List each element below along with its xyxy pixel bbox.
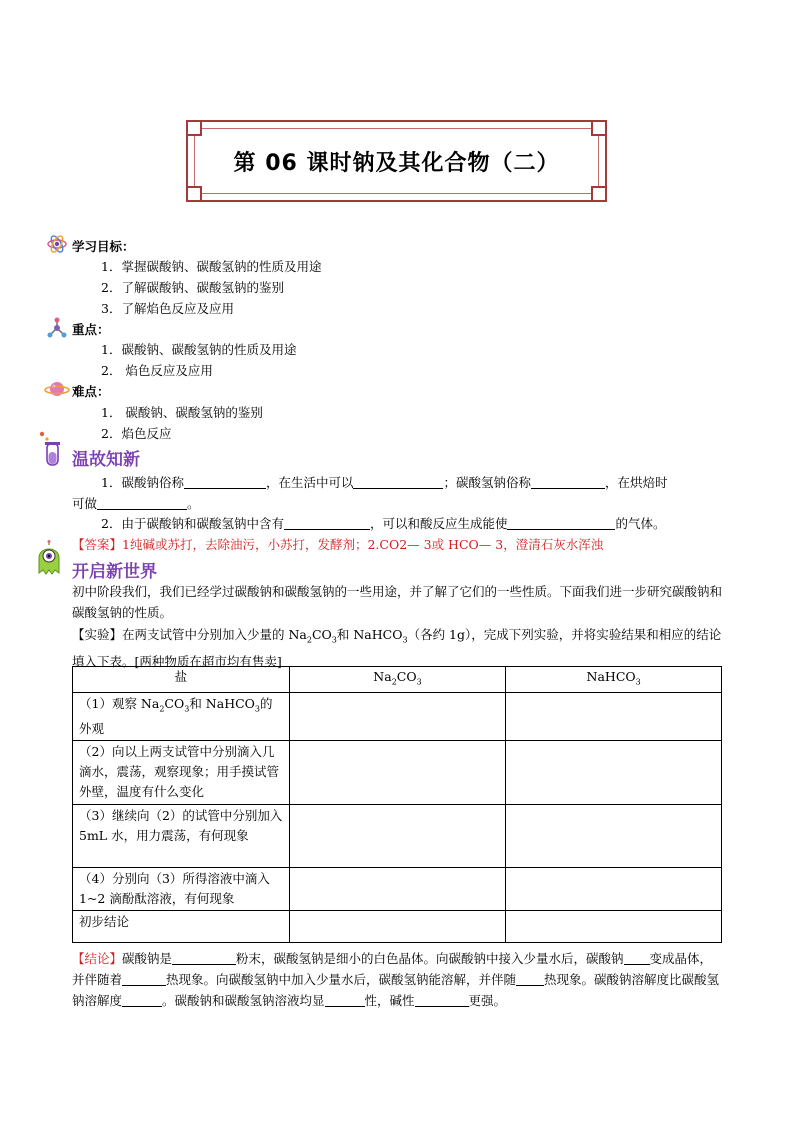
frame-corner (186, 120, 202, 136)
subscript: 2 (391, 677, 397, 687)
answer-blank[interactable] (284, 517, 370, 530)
review-question-1 (101, 473, 668, 491)
difficulties-heading: 难点： (72, 384, 110, 399)
difficulty-item: 2．焰色反应 (101, 426, 172, 441)
test-tube-icon (38, 430, 66, 468)
answer-blank[interactable] (122, 994, 162, 1007)
subscript: 3 (416, 677, 422, 687)
table-row (73, 741, 722, 805)
question-text: 2．由于碳酸钠和碳酸氢钠中含有 (101, 516, 284, 531)
answer-cell[interactable] (289, 805, 506, 868)
conclusion-text: 。碳酸钠和碳酸氢钠溶液均显 (162, 993, 325, 1008)
goal-item: 1．掌握碳酸钠、碳酸氢钠的性质及用途 (101, 259, 322, 274)
frame-corner (186, 186, 202, 202)
row-label: （2）向以上两支试管中分别滴入几滴水，震荡，观察现象；用手摸试管外壁，温度有什么变化 (73, 741, 290, 805)
subscript: 2 (306, 635, 312, 645)
table-row (73, 911, 722, 943)
question-text: ，在生活中可以 (265, 475, 354, 490)
answer-text: 1纯碱或苏打，去除油污，小苏打，发酵剂；2.CO2— 3或 HCO— 3，澄清石灰水浑浊 (122, 537, 604, 552)
answer-blank[interactable] (516, 973, 544, 986)
row-text: CO (164, 695, 185, 711)
answer-cell[interactable] (506, 868, 722, 911)
conclusion-text: 碳酸钠是 (122, 951, 173, 966)
experiment-paragraph (72, 624, 722, 672)
answer-blank[interactable] (325, 994, 365, 1007)
key-points-heading: 重点： (72, 322, 110, 337)
answer-cell[interactable] (506, 805, 722, 868)
row-label: （4）分别向（3）所得溶液中滴入 1~2 滴酚酞溶液，有何现象 (73, 868, 290, 911)
table-row (73, 868, 722, 911)
conclusion-text: 粉末，碳酸氢钠是细小的白色晶体。向碳酸钠中接入少量水后，碳酸钠 (236, 951, 624, 966)
goal-item: 3．了解焰色反应及应用 (101, 301, 234, 316)
header-nahco3 (506, 667, 722, 693)
subscript: 3 (184, 704, 190, 713)
row-label: （3）继续向（2）的试管中分别加入 5mL 水，用力震荡，有何现象 (73, 805, 290, 868)
conclusion-text: 性，碱性 (364, 993, 415, 1008)
answer-cell[interactable] (289, 911, 506, 943)
subscript: 3 (254, 704, 260, 713)
experiment-label: 【实验】 (72, 627, 123, 642)
answer-cell[interactable] (289, 741, 506, 805)
goal-item: 2．了解碳酸钠、碳酸氢钠的鉴别 (101, 280, 284, 295)
row-text: 的外观 (79, 695, 273, 736)
planet-icon (44, 378, 70, 400)
key-point-item: 2． 焰色反应及应用 (101, 363, 213, 378)
row-label: 初步结论 (73, 911, 290, 943)
review-question-2 (101, 514, 666, 532)
frame-corner (591, 186, 607, 202)
conclusion-label: 【结论】 (72, 951, 123, 966)
answer-blank[interactable] (507, 517, 615, 530)
row-text: 和 NaHCO (189, 695, 255, 711)
question-text: ，在烘焙时 (605, 475, 668, 490)
table-row (73, 805, 722, 868)
frame-corner (591, 120, 607, 136)
question-text: 可做 (72, 496, 98, 511)
review-question-1-cont (72, 494, 200, 512)
answer-cell[interactable] (506, 692, 722, 741)
header-text: Na (373, 669, 392, 684)
subscript: 2 (159, 704, 165, 713)
question-text: 的气体。 (615, 516, 666, 531)
conclusion-text: 热现象。碳酸钠溶解度比碳酸氢钠溶解度 (72, 972, 720, 1008)
difficulty-item: 1． 碳酸钠、碳酸氢钠的鉴别 (101, 405, 263, 420)
table-row (73, 692, 722, 741)
question-text: 。 (187, 496, 200, 511)
page-title: 第 06 课时钠及其化合物（二） (233, 150, 560, 176)
table-header-row (73, 667, 722, 693)
subscript: 3 (402, 635, 408, 645)
question-text: ；碳酸氢钠俗称 (443, 475, 531, 490)
conclusion-text: 变成晶体，并伴随着 (72, 951, 713, 987)
answer-blank[interactable] (624, 952, 650, 965)
answer-blank[interactable] (172, 952, 236, 965)
answer-blank[interactable] (184, 476, 266, 489)
experiment-text: 和 NaHCO (336, 627, 403, 642)
review-heading: 温故知新 (72, 450, 140, 470)
experiment-text: 在两支试管中分别加入少量的 Na (122, 627, 307, 642)
title-frame (186, 120, 607, 202)
key-point-item: 1．碳酸钠、碳酸氢钠的性质及用途 (101, 342, 297, 357)
answer-blank[interactable] (353, 476, 443, 489)
row-label (73, 692, 290, 741)
experiment-text: CO (311, 627, 332, 642)
subscript: 3 (331, 635, 337, 645)
alien-icon (32, 540, 66, 578)
question-text: 1．碳酸钠俗称 (101, 475, 184, 490)
experiment-text: （各约 1g），完成下列实验，并将实验结果和相应的结论填入下表。[两种物质在超市均有售卖] (72, 627, 722, 669)
conclusion-text: 热现象。向碳酸氢钠中加入少量水后，碳酸氢钠能溶解，并伴随 (166, 972, 517, 987)
answer-label: 【答案】 (72, 537, 123, 552)
answer-blank[interactable] (531, 476, 605, 489)
goals-heading: 学习目标： (72, 239, 135, 254)
molecule-icon (46, 317, 68, 339)
conclusion-text: 更强。 (468, 993, 507, 1008)
answer-blank[interactable] (97, 497, 187, 510)
answer-cell[interactable] (289, 692, 506, 741)
header-salt: 盐 (73, 667, 290, 693)
answer-cell[interactable] (506, 741, 722, 805)
intro-paragraph: 初中阶段我们，我们已经学过碳酸钠和碳酸氢钠的一些用途，并了解了它们的一些性质。下面我们进一步研究碳酸钠和碳酸氢钠的性质。 (72, 584, 723, 620)
question-text: ，可以和酸反应生成能使 (369, 516, 508, 531)
new-world-heading: 开启新世界 (72, 562, 157, 582)
review-answer (72, 535, 603, 553)
answer-blank[interactable] (415, 994, 469, 1007)
header-text: CO (396, 669, 417, 684)
conclusion-paragraph (72, 948, 722, 1011)
row-text: （1）观察 Na (79, 695, 160, 711)
answer-cell[interactable] (289, 868, 506, 911)
atom-icon (46, 233, 68, 255)
answer-cell[interactable] (506, 911, 722, 943)
header-text: NaHCO (586, 669, 636, 684)
answer-blank[interactable] (122, 973, 166, 986)
experiment-table (72, 666, 722, 943)
subscript: 3 (635, 677, 641, 687)
header-na2co3 (289, 667, 506, 693)
